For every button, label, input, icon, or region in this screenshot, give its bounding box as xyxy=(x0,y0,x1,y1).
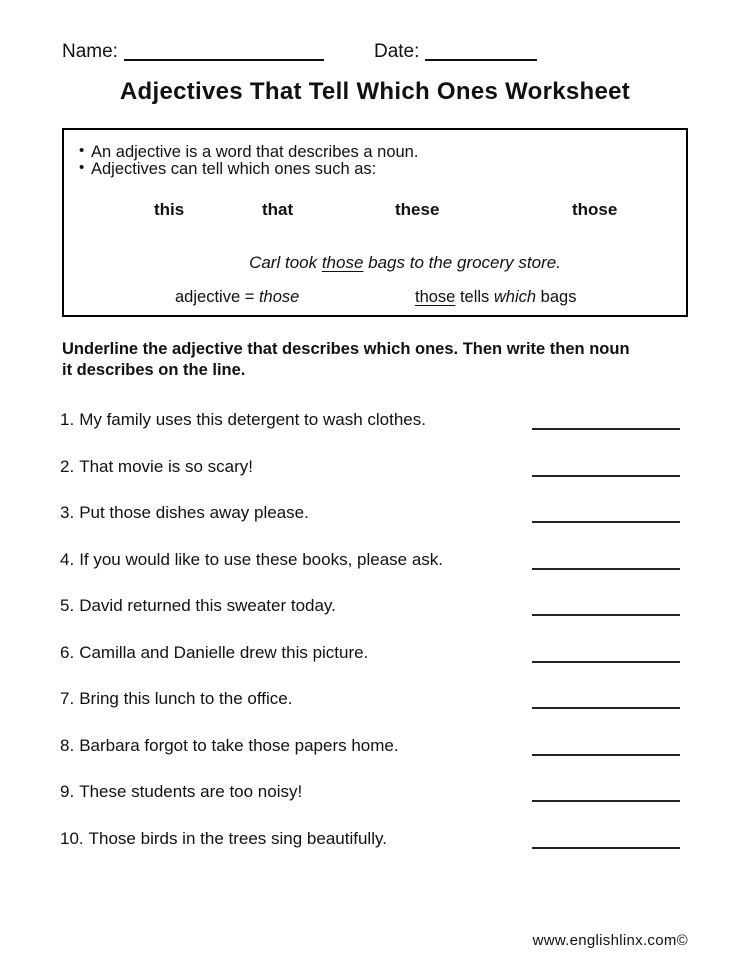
question-row-7 xyxy=(60,687,680,709)
definition-bullet-1-text: An adjective is a word that describes a noun. xyxy=(91,143,419,161)
question-sentence xyxy=(60,550,443,570)
question-row-9 xyxy=(60,780,680,802)
question-text: David returned this sweater today. xyxy=(79,596,336,615)
question-row-3 xyxy=(60,501,680,523)
question-sentence xyxy=(60,503,309,523)
tells-italic-word: which xyxy=(493,288,537,306)
question-row-5 xyxy=(60,594,680,616)
question-text: These students are too noisy! xyxy=(79,782,303,801)
example-word-those: those xyxy=(572,200,618,219)
question-sentence xyxy=(60,457,253,477)
question-number: 8. xyxy=(60,735,75,755)
question-number: 1. xyxy=(60,410,75,429)
question-text: My family uses this detergent to wash clothes. xyxy=(79,410,426,429)
question-number: 9. xyxy=(60,782,75,801)
example-sentence-pre: Carl took xyxy=(249,253,322,272)
answer-blank-line xyxy=(532,550,680,570)
bullet-icon: • xyxy=(79,142,85,159)
bullet-icon: • xyxy=(79,159,85,176)
example-word-this: this xyxy=(154,200,185,219)
answer-blank-line xyxy=(532,410,680,430)
question-text: Those birds in the trees sing beautifully. xyxy=(88,828,387,848)
question-text: That movie is so scary! xyxy=(79,456,254,476)
name-label: Name: xyxy=(62,41,118,62)
question-number: 3. xyxy=(60,503,75,522)
question-text: Put those dishes away please. xyxy=(79,503,309,522)
example-sentence xyxy=(64,253,686,273)
answer-blank-line xyxy=(532,829,680,849)
question-number: 7. xyxy=(60,689,75,708)
adjective-equals-text: adjective = xyxy=(175,288,259,306)
example-word-these: these xyxy=(395,200,440,219)
adjective-equals-label xyxy=(175,288,299,307)
definition-box xyxy=(62,128,688,317)
question-text: Barbara forgot to take those papers home. xyxy=(79,735,399,755)
tells-post-text: bags xyxy=(536,288,577,306)
example-sentence-post: bags to the grocery store. xyxy=(363,253,561,272)
answer-blank-line xyxy=(532,689,680,709)
answer-blank-line xyxy=(532,782,680,802)
tells-underlined-word: those xyxy=(415,288,456,306)
question-sentence xyxy=(60,829,387,849)
definition-bullet-2-text: Adjectives can tell which ones such as: xyxy=(91,160,377,178)
tells-mid-text: tells xyxy=(455,288,494,306)
question-sentence xyxy=(60,410,426,430)
question-row-8 xyxy=(60,734,680,756)
name-blank-line xyxy=(124,59,324,61)
question-text: If you would like to use these books, please ask. xyxy=(79,549,444,569)
answer-blank-line xyxy=(532,736,680,756)
example-sentence-underlined-word: those xyxy=(321,253,364,272)
tells-which-label xyxy=(415,288,576,307)
question-text: Bring this lunch to the office. xyxy=(79,689,293,708)
instructions-line-2: it describes on the line. xyxy=(62,360,246,379)
instructions xyxy=(62,339,630,380)
question-row-4 xyxy=(60,548,680,570)
instructions-line-1: Underline the adjective that describes which ones. Then write then noun xyxy=(62,340,630,358)
question-row-2 xyxy=(60,455,680,477)
name-date-row xyxy=(62,41,537,63)
question-number: 10. xyxy=(60,828,84,848)
answer-blank-line xyxy=(532,503,680,523)
question-sentence xyxy=(60,689,292,709)
question-list xyxy=(60,408,680,873)
question-number: 2. xyxy=(60,456,75,476)
adjective-equals-value: those xyxy=(258,288,300,306)
question-number: 4. xyxy=(60,549,75,569)
question-row-10 xyxy=(60,827,680,849)
question-text: Camilla and Danielle drew this picture. xyxy=(79,642,369,662)
question-number: 6. xyxy=(60,642,75,662)
page-title: Adjectives That Tell Which Ones Worksheet xyxy=(119,78,631,105)
question-row-6 xyxy=(60,641,680,663)
answer-blank-line xyxy=(532,457,680,477)
question-number: 5. xyxy=(60,596,75,615)
question-sentence xyxy=(60,782,302,802)
question-sentence xyxy=(60,736,399,756)
example-word-that: that xyxy=(262,200,294,219)
answer-blank-line xyxy=(532,643,680,663)
date-label: Date: xyxy=(373,41,420,62)
date-blank-line xyxy=(425,59,537,61)
question-sentence xyxy=(60,596,336,616)
website-footer: www.englishlinx.com© xyxy=(532,932,688,949)
answer-blank-line xyxy=(532,596,680,616)
question-sentence xyxy=(60,643,368,663)
question-row-1 xyxy=(60,408,680,430)
example-words-row xyxy=(64,200,686,222)
